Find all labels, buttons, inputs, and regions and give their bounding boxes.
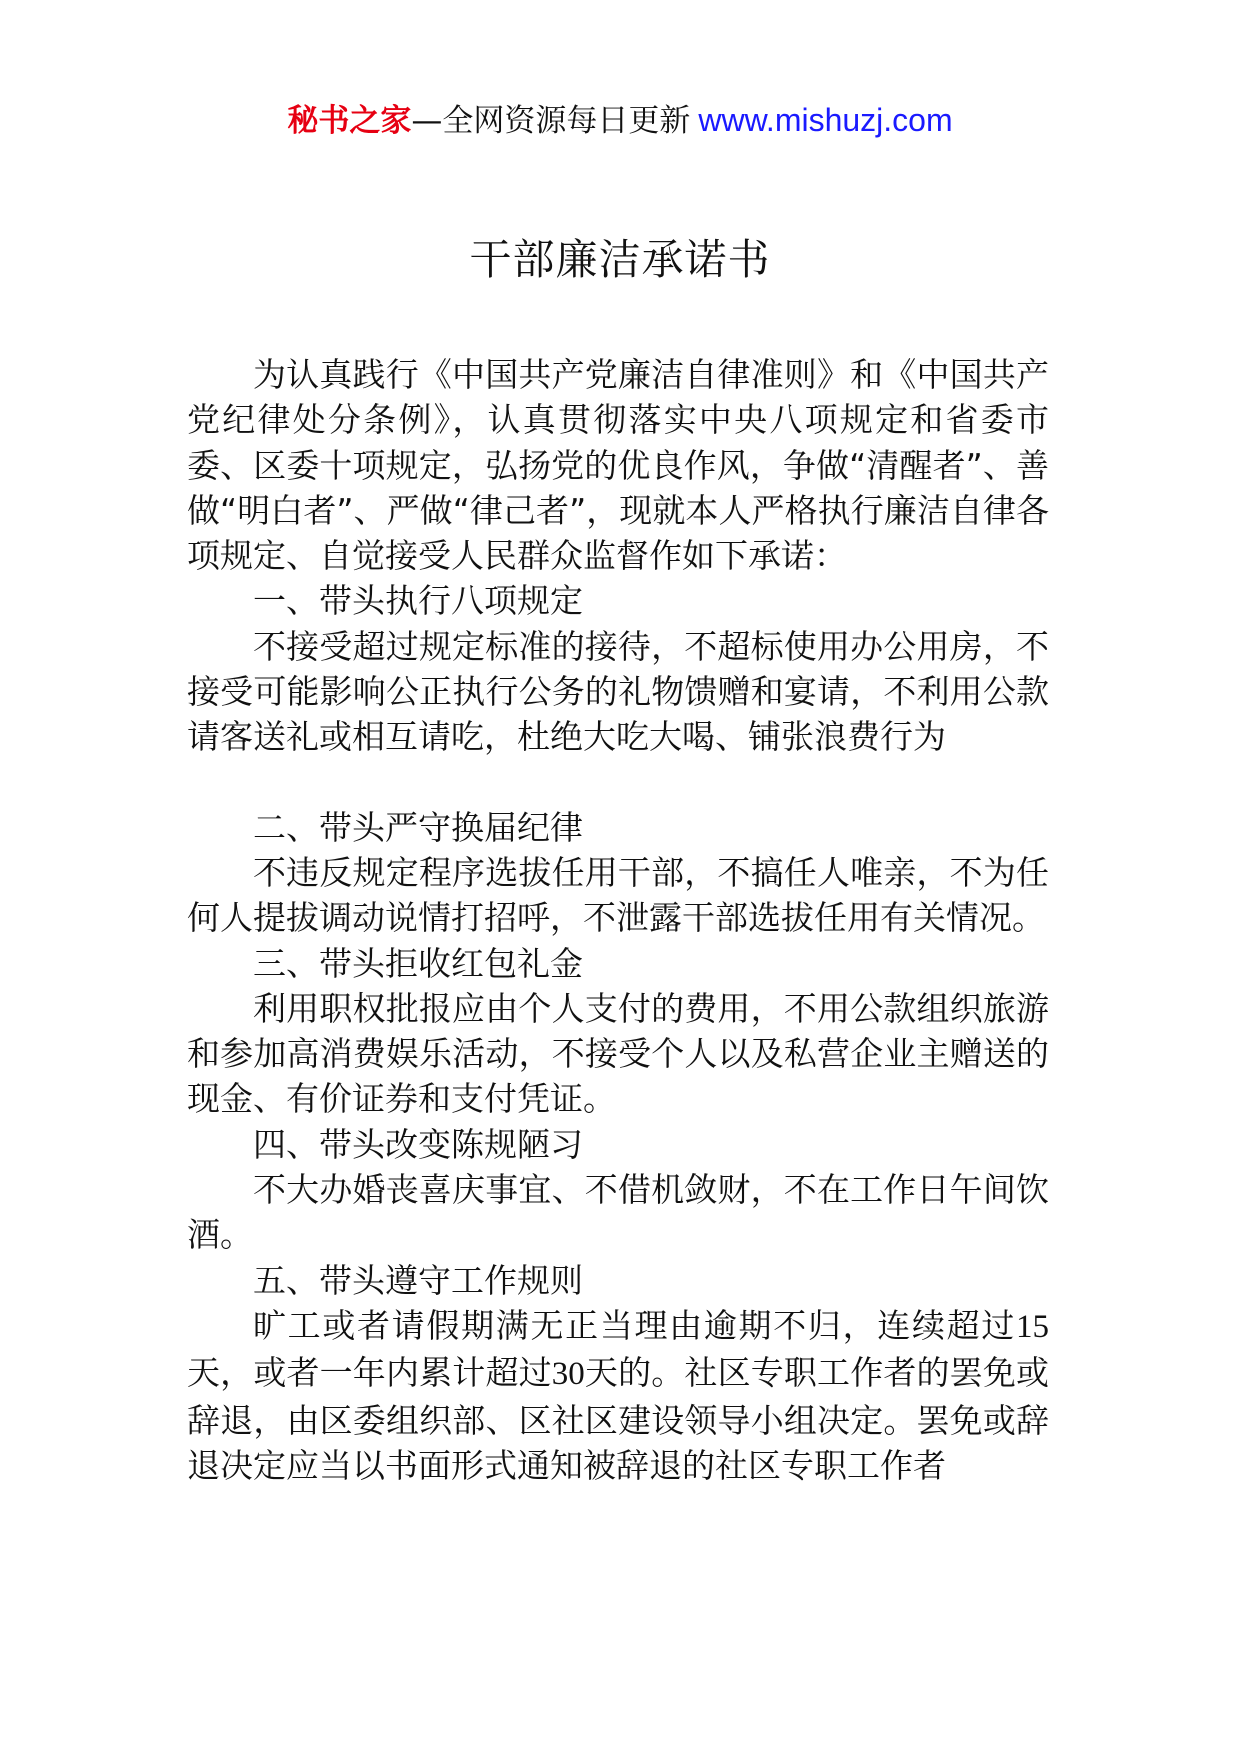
section-text-3: 利用职权批报应由个人支付的费用，不用公款组织旅游和参加高消费娱乐活动，不接受个人以及私营企业主赠送的现金、有价证券和支付凭证。 (187, 988, 1049, 1119)
site-url-link[interactable]: www.mishuzj.com (698, 102, 953, 138)
intro-paragraph: 为认真践行《中国共产党廉洁自律准则》和《中国共产党纪律处分条例》，认真贯彻落实中央八项规定和省委市委、区委十项规定，弘扬党的优良作风，争做“清醒者”、善做“明白者”、严做“律己者”，现就本人严格执行廉洁自律各项规定、自觉接受人民群众监督作如下承诺： (187, 355, 1049, 576)
days-consecutive-number: 15 (1016, 1308, 1049, 1345)
section-heading-3: 三、带头拒收红包礼金 (253, 943, 583, 983)
section-text-5-part-2: 天，或者一年内累计超过 (187, 1353, 552, 1393)
section-text-5 (187, 1303, 1049, 1488)
section-text-4: 不大办婚丧喜庆事宜、不借机敛财，不在工作日午间饮酒。 (187, 1170, 1049, 1255)
section-text-1: 不接受超过规定标准的接待，不超标使用办公用房，不接受可能影响公正执行公务的礼物馈赠和宴请，不利用公款请客送礼或相互请吃，杜绝大吃大喝、铺张浪费行为 (187, 626, 1049, 757)
section-heading-5: 五、带头遵守工作规则 (253, 1260, 583, 1300)
document-body (187, 352, 1049, 1488)
section-text-2: 不违反规定程序选拔任用干部，不搞任人唯亲，不为任何人提拔调动说情打招呼，不泄露干部选拔任用有关情况。 (187, 852, 1049, 938)
paragraph-gap (187, 760, 1049, 805)
document-title: 干部廉洁承诺书 (469, 235, 771, 284)
section-heading-4: 四、带头改变陈规陋习 (253, 1124, 583, 1164)
section-heading-2: 二、带头严守换届纪律 (253, 807, 583, 847)
header-tagline: —全网资源每日更新 (411, 103, 691, 139)
page-header (0, 100, 1240, 141)
section-text-5-part-1: 旷工或者请假期满无正当理由逾期不归，连续超过 (253, 1305, 1016, 1345)
section-heading-1: 一、带头执行八项规定 (253, 581, 583, 621)
days-cumulative-number: 30 (551, 1356, 585, 1393)
brand-name: 秘书之家 (287, 103, 412, 139)
section-text-5-part-3: 天的。社区专职工作者的罢免或辞退，由区委组织部、区社区建设领导小组决定。罢免或辞退决定应当以书面形式通知被辞退的社区专职工作者 (187, 1353, 1050, 1485)
